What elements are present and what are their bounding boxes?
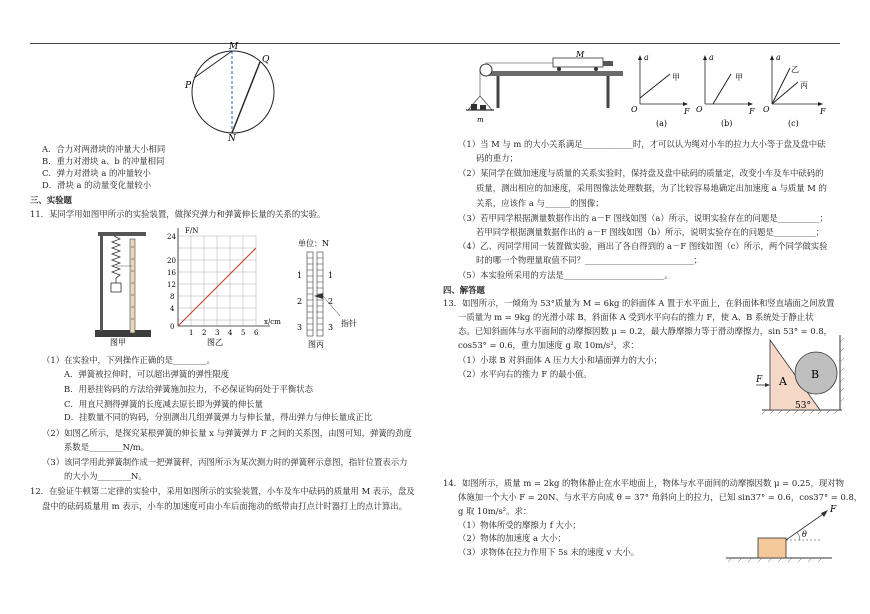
svg-text:2: 2 xyxy=(297,297,303,306)
svg-text:F: F xyxy=(684,107,690,116)
q11-option-a: A．弹簧被拉伸时，可以超出弹簧的弹性限度 xyxy=(64,369,230,379)
svg-text:53°: 53° xyxy=(795,401,811,411)
q11-option-c: C．用直尺测得弹簧的长度减去原长即为弹簧的伸长量 xyxy=(64,399,264,409)
svg-text:Q: Q xyxy=(262,55,270,65)
svg-text:N: N xyxy=(228,134,236,144)
svg-text:甲: 甲 xyxy=(735,73,743,82)
svg-text:1: 1 xyxy=(189,329,194,337)
svg-text:图乙: 图乙 xyxy=(207,338,223,347)
apparatus-figure xyxy=(90,225,160,345)
svg-text:a: a xyxy=(709,53,714,62)
svg-text:2: 2 xyxy=(202,329,207,337)
fx-graph xyxy=(165,228,290,346)
q12-part-1-line1: （1）当 M 与 m 的大小关系满足____________时，才可以认为绳对小车的拉力大小等于盘及盘中砝 xyxy=(458,139,826,149)
option-a: A．合力对两滑块的冲量大小相同 xyxy=(42,144,166,154)
question-14-line3: g 取 10m/s²。求： xyxy=(458,506,532,516)
svg-text:(b): (b) xyxy=(721,119,733,128)
question-13-line1: 13．如图所示，一倾角为 53°质量为 M = 6kg 的斜面体 A 置于水平面上，在斜面体和竖直墙面之间放置 xyxy=(443,298,835,308)
svg-text:a: a xyxy=(776,53,781,62)
svg-text:O: O xyxy=(631,105,638,114)
header-rule xyxy=(30,43,840,44)
circle-figure xyxy=(180,42,290,142)
q11-part-2-line2: 系数是________N/m。 xyxy=(64,442,150,452)
svg-text:F: F xyxy=(756,375,763,385)
question-13-line3: 态。已知斜面体与水平面间的动摩擦因数 μ = 0.2，最大静摩擦力等于滑动摩擦力，sin 53° = 0.8， xyxy=(458,326,833,336)
q11-option-b: B．用悬挂钩码的方法给弹簧施加拉力，不必保证钩码处于平衡状态 xyxy=(64,384,314,394)
block-force-figure xyxy=(722,500,842,562)
q14-part-1: （1）物体所受的摩擦力 f 大小； xyxy=(458,520,581,530)
svg-text:24: 24 xyxy=(167,233,176,241)
question-12-line1: 12．在验证牛顿第二定律的实验中，采用如图所示的实验装置，小车及车中砝码的质量用 M 表示，盘及 xyxy=(30,486,415,496)
q11-part-1: （1）在实验中，下列操作正确的是________。 xyxy=(42,355,215,365)
svg-text:(c): (c) xyxy=(788,119,799,128)
svg-text:O: O xyxy=(696,105,703,114)
svg-text:12: 12 xyxy=(167,281,176,289)
svg-text:6: 6 xyxy=(254,329,259,337)
af-graph-a xyxy=(628,52,693,132)
svg-text:3: 3 xyxy=(215,329,220,337)
incline-ball-figure xyxy=(752,330,847,412)
svg-text:x/cm: x/cm xyxy=(264,318,281,326)
svg-text:1: 1 xyxy=(328,271,334,280)
q12-part-3-line2: 若甲同学根据测量数据作出的 a－F 图线如图（b）所示，说明实验存在的问题是__________； xyxy=(476,227,825,237)
spring-scale-figure xyxy=(290,238,365,350)
section-3-heading: 三、实验题 xyxy=(30,195,72,205)
svg-text:乙: 乙 xyxy=(791,65,799,74)
question-12-line2: 盘中的砝码质量用 m 表示，小车的加速度可由小车后面拖动的纸带由打点计时器打上的点计算出。 xyxy=(42,501,408,511)
q11-part-3-line1: （3）该同学用此弹簧制作成一把弹簧秤，丙图所示为某次测力时的弹簧秤示意图，指针位置表示力 xyxy=(42,457,408,467)
svg-text:20: 20 xyxy=(167,257,176,265)
svg-text:0: 0 xyxy=(170,323,175,331)
svg-text:F: F xyxy=(830,505,837,515)
q13-part-1: （1）小球 B 对斜面体 A 压力大小和墙面弹力的大小； xyxy=(458,355,663,365)
svg-text:F: F xyxy=(749,107,755,116)
svg-text:O: O xyxy=(763,105,770,114)
q12-part-1-line2: 码的重力； xyxy=(476,153,518,163)
svg-text:2: 2 xyxy=(328,297,334,306)
svg-text:M: M xyxy=(576,50,585,59)
svg-text:B: B xyxy=(811,368,820,381)
svg-text:F/N: F/N xyxy=(185,227,199,235)
svg-text:5: 5 xyxy=(241,329,246,337)
question-11-stem: 11．某同学用如图甲所示的实验装置，做探究弹力和弹簧伸长量的关系的实验。 xyxy=(30,209,326,219)
q12-part-2-line2: 质量，测出相应的加速度，采用图像法处理数据，为了比较容易地确定出加速度 a 与质量 M 的 xyxy=(476,183,827,193)
af-graph-b xyxy=(693,52,758,132)
svg-text:指针: 指针 xyxy=(341,319,357,328)
q13-part-2: （2）水平向右的推力 F 的最小值。 xyxy=(458,369,592,379)
svg-text:(a): (a) xyxy=(656,119,668,128)
svg-text:丙: 丙 xyxy=(800,81,808,90)
q11-option-d: D．挂数量不同的钩码，分别测出几组弹簧弹力与伸长量，得出弹力与伸长量成正比 xyxy=(64,412,373,422)
svg-text:图甲: 图甲 xyxy=(110,338,126,347)
q12-part-5: （5）本实验所采用的方法是________________________。 xyxy=(458,270,673,280)
question-13-line2: 一质量为 m = 9kg 的光滑小球 B，斜面体 A 受到水平向右的推力 F，使 A、B 系统处于静止状 xyxy=(458,312,814,322)
svg-text:单位：N: 单位：N xyxy=(298,239,329,248)
question-14-line2: 体施加一个大小 F = 20N、与水平方向成 θ = 37° 角斜向上的拉力，已知 sin37° = 0.6，cos37° = 0.8， xyxy=(458,492,863,502)
svg-text:甲: 甲 xyxy=(672,73,680,82)
svg-text:P: P xyxy=(185,81,192,91)
option-b: B．重力对滑块 a、b 的冲量相同 xyxy=(42,156,165,166)
question-13-line4: cos53° = 0.6，重力加速度 g 取 10m/s²，求： xyxy=(458,340,639,350)
svg-text:1: 1 xyxy=(297,271,303,280)
q12-part-4-line2: 时的哪一个物理量取值不同？__________________________； xyxy=(476,255,703,265)
cart-table-figure xyxy=(458,48,633,133)
svg-text:3: 3 xyxy=(297,323,303,332)
svg-text:A: A xyxy=(779,375,787,388)
af-graph-c xyxy=(760,52,830,132)
svg-text:M: M xyxy=(229,42,239,52)
svg-text:F: F xyxy=(820,107,826,116)
svg-text:8: 8 xyxy=(170,293,175,301)
option-c: C．弹力对滑块 a 的冲量较小 xyxy=(42,168,151,178)
q12-part-4-line1: （4）乙、丙同学用同一装置做实验，画出了各自得到的 a－F 图线如图（c）所示，两个同学做实验 xyxy=(458,241,828,251)
q14-part-2: （2）物体的加速度 a 大小； xyxy=(458,533,566,543)
svg-text:3: 3 xyxy=(328,323,334,332)
svg-text:m: m xyxy=(477,116,484,124)
q11-part-3-line2: 的大小为________N。 xyxy=(64,471,147,481)
question-14-line1: 14．如图所示，质量 m = 2kg 的物体静止在水平地面上，物体与水平面间的动摩擦因数 μ = 0.25，现对物 xyxy=(443,478,844,488)
svg-text:图丙: 图丙 xyxy=(308,340,324,349)
section-4-heading: 四、解答题 xyxy=(443,285,485,295)
svg-text:θ: θ xyxy=(802,530,807,539)
svg-text:a: a xyxy=(644,53,649,62)
q11-part-2-line1: （2）如图乙所示，是探究某根弹簧的伸长量 x 与弹簧弹力 F 之间的关系图，由图可知，弹簧的劲度 xyxy=(42,428,412,438)
q12-part-2-line3: 关系，应该作 a 与______的图像； xyxy=(476,198,604,208)
option-d: D．滑块 a 的动量变化量较小 xyxy=(42,180,152,190)
svg-text:4: 4 xyxy=(228,329,233,337)
q14-part-3: （3）求物体在拉力作用下 5s 末的速度 v 大小。 xyxy=(458,547,640,557)
svg-text:4: 4 xyxy=(170,305,175,313)
q12-part-3-line1: （3）若甲同学根据测量数据作出的 a－F 图线如图（a）所示，说明实验存在的问题是__________； xyxy=(458,213,828,223)
q12-part-2-line1: （2）某同学在做加速度与质量的关系实验时，保持盘及盘中砝码的质量定，改变小车及车中砝码的 xyxy=(458,168,824,178)
svg-text:16: 16 xyxy=(167,269,176,277)
